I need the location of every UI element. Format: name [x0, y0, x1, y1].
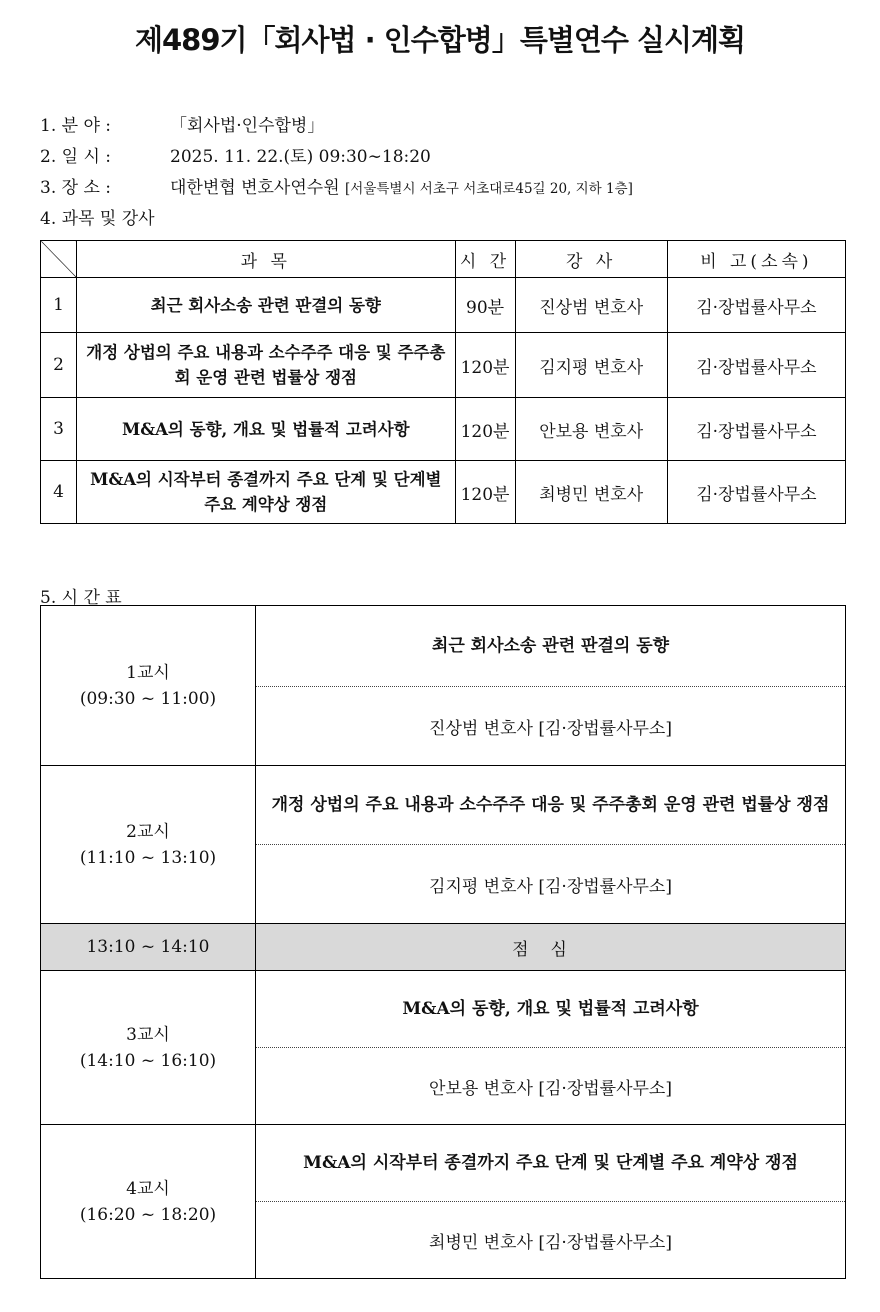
session-title-row	[41, 766, 846, 845]
page-title: 제489기「회사법 · 인수합병」특별연수 실시계획	[134, 23, 746, 57]
row-subject: 개정 상법의 주요 내용과 소수주주 대응 및 주주총회 운영 관련 법률상 쟁점	[77, 333, 455, 398]
session-title-row	[41, 971, 846, 1048]
session-slot	[41, 766, 256, 924]
session-slot	[41, 971, 256, 1125]
row-note: 김·장법률사무소	[667, 461, 845, 524]
session-title-row	[41, 1125, 846, 1202]
session-title: 개정 상법의 주요 내용과 소수주주 대응 및 주주총회 운영 관련 법률상 쟁점	[256, 766, 846, 845]
table-row	[41, 398, 846, 461]
row-note: 김·장법률사무소	[667, 333, 845, 398]
session-period: 3교시	[126, 1024, 170, 1045]
header-time: 시 간	[455, 241, 515, 278]
row-note: 김·장법률사무소	[667, 278, 845, 333]
session-time: (09:30 ~ 11:00)	[79, 688, 217, 709]
session-time: (11:10 ~ 13:10)	[79, 847, 217, 868]
row-number: 3	[41, 398, 77, 461]
row-lecturer: 김지평 변호사	[515, 333, 667, 398]
lunch-row	[41, 924, 846, 971]
session-period: 1교시	[126, 662, 170, 683]
session-title: M&A의 동향, 개요 및 법률적 고려사항	[256, 971, 846, 1048]
header-lecturer: 강 사	[515, 241, 667, 278]
table-row	[41, 278, 846, 333]
info-subjects-heading	[40, 204, 155, 229]
row-subject: M&A의 시작부터 종결까지 주요 단계 및 단계별 주요 계약상 쟁점	[77, 461, 455, 524]
info-place-address: [서울특별시 서초구 서초대로45길 20, 지하 1층]	[345, 181, 633, 197]
info-place-label: 3. 장 소 :	[40, 178, 112, 198]
row-lecturer: 최병민 변호사	[515, 461, 667, 524]
header-note: 비 고(소속)	[667, 241, 845, 278]
session-time: (16:20 ~ 18:20)	[79, 1204, 217, 1225]
row-subject: M&A의 동향, 개요 및 법률적 고려사항	[77, 398, 455, 461]
session-time: (14:10 ~ 16:10)	[79, 1050, 217, 1071]
row-note: 김·장법률사무소	[667, 398, 845, 461]
lunch-label: 점심	[512, 939, 589, 960]
row-lecturer: 안보용 변호사	[515, 398, 667, 461]
table-row	[41, 333, 846, 398]
session-instructor: 진상범 변호사 [김·장법률사무소]	[256, 687, 846, 766]
row-subject: 최근 회사소송 관련 판결의 동향	[77, 278, 455, 333]
row-time: 120분	[455, 333, 515, 398]
info-field	[40, 111, 324, 136]
session-slot	[41, 606, 256, 766]
row-time: 120분	[455, 398, 515, 461]
info-date-label: 2. 일 시 :	[40, 147, 112, 167]
schedule-table	[40, 605, 846, 1279]
session-period: 2교시	[126, 821, 170, 842]
subjects-header-row	[41, 241, 846, 278]
header-subject: 과 목	[77, 241, 455, 278]
session-instructor: 최병민 변호사 [김·장법률사무소]	[256, 1202, 846, 1279]
diagonal-header-cell	[41, 241, 77, 278]
session-instructor: 안보용 변호사 [김·장법률사무소]	[256, 1048, 846, 1125]
row-time: 120분	[455, 461, 515, 524]
session-slot	[41, 1125, 256, 1279]
session-instructor: 김지평 변호사 [김·장법률사무소]	[256, 845, 846, 924]
row-lecturer: 진상범 변호사	[515, 278, 667, 333]
schedule-heading: 5. 시 간 표	[40, 588, 122, 608]
info-date	[40, 142, 431, 167]
lunch-time: 13:10 ~ 14:10	[41, 924, 256, 971]
info-subjects-label: 4. 과목 및 강사	[40, 209, 155, 229]
info-place-value: 대한변협 변호사연수원	[170, 178, 340, 198]
row-number: 1	[41, 278, 77, 333]
row-time: 90분	[455, 278, 515, 333]
session-title: 최근 회사소송 관련 판결의 동향	[256, 606, 846, 687]
session-title-row	[41, 606, 846, 687]
lunch-label-cell	[256, 924, 846, 971]
info-field-label: 1. 분 야 :	[40, 116, 112, 136]
row-number: 2	[41, 333, 77, 398]
session-period: 4교시	[126, 1178, 170, 1199]
info-place	[40, 173, 633, 198]
info-date-value: 2025. 11. 22.(토) 09:30∼18:20	[170, 147, 431, 167]
table-row	[41, 461, 846, 524]
row-number: 4	[41, 461, 77, 524]
subjects-table	[40, 240, 846, 524]
info-field-value: 「회사법·인수합병」	[170, 116, 325, 136]
session-title: M&A의 시작부터 종결까지 주요 단계 및 단계별 주요 계약상 쟁점	[256, 1125, 846, 1202]
